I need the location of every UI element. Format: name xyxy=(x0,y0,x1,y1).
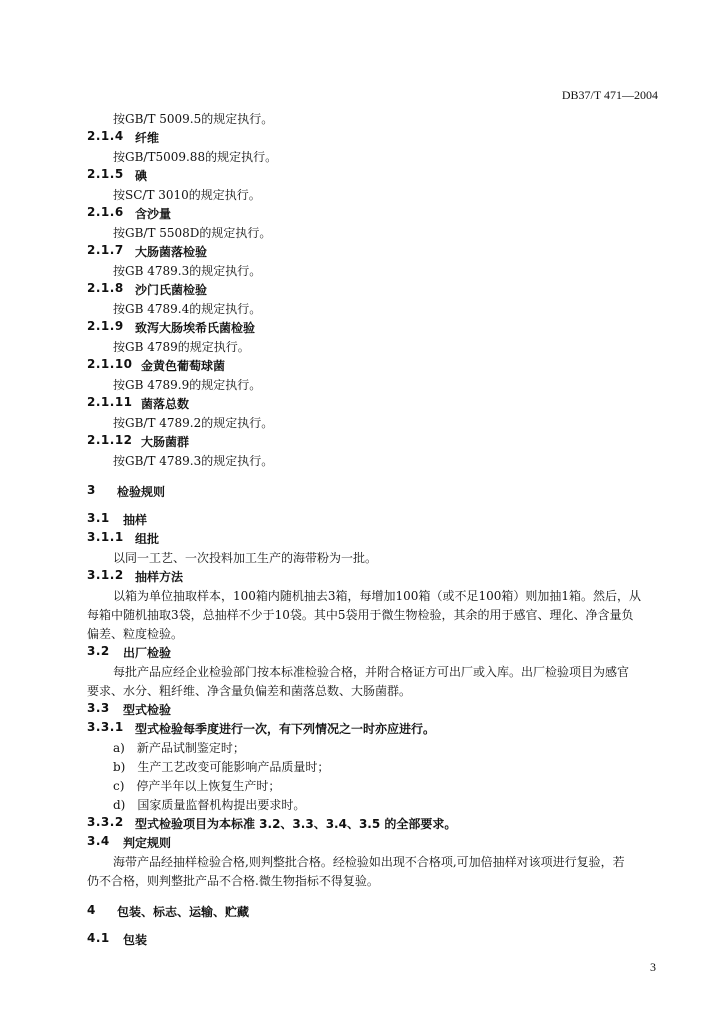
paragraph-line xyxy=(0,376,724,395)
section-number: 4.1 xyxy=(87,931,110,945)
section-title: 包装 xyxy=(123,933,148,947)
section-title: 大肠菌落检验 xyxy=(135,245,208,259)
section-number: 3 xyxy=(87,483,96,497)
section-number: 2.1.7 xyxy=(87,243,124,257)
line-text: 每批产品应经企业检验部门按本标准检验合格，并附合格证方可出厂或入库。出厂检验项目为感官 xyxy=(113,665,630,679)
line-text: 按GB/T 5009.5的规定执行。 xyxy=(113,112,274,126)
section-title: 致泻大肠埃希氏菌检验 xyxy=(135,321,256,335)
section-number: 2.1.10 xyxy=(87,357,133,371)
section-title: 型式检验项目为本标准 3.2、3.3、3.4、3.5 的全部要求。 xyxy=(135,817,457,831)
line-text: 以箱为单位抽取样本，100箱内随机抽去3箱，每增加100箱（或不足100箱）则加抽1箱。然后，从 xyxy=(113,589,641,603)
line-text: 偏差、粒度检验。 xyxy=(87,627,184,641)
section-number: 2.1.11 xyxy=(87,395,133,409)
section-title: 沙门氏菌检验 xyxy=(135,283,208,297)
line-text: 按GB 4789.9的规定执行。 xyxy=(113,378,262,392)
paragraph-line xyxy=(0,110,724,129)
section-title: 出厂检验 xyxy=(123,646,172,660)
section-number: 3.3.1 xyxy=(87,720,124,734)
paragraph-line xyxy=(0,682,724,701)
paragraph-line xyxy=(0,549,724,568)
paragraph-line xyxy=(0,452,724,471)
section-heading xyxy=(0,644,724,663)
paragraph-line xyxy=(0,224,724,243)
line-text: 按GB 4789.3的规定执行。 xyxy=(113,264,262,278)
list-item xyxy=(0,796,724,815)
section-title: 含沙量 xyxy=(135,207,172,221)
section-heading xyxy=(0,931,724,950)
section-title: 碘 xyxy=(135,169,148,183)
section-title: 组批 xyxy=(135,532,160,546)
section-number: 3.1.1 xyxy=(87,530,124,544)
section-title: 金黄色葡萄球菌 xyxy=(141,359,226,373)
line-text: 按GB/T 4789.2的规定执行。 xyxy=(113,416,274,430)
section-heading xyxy=(0,129,724,148)
section-heading xyxy=(0,511,724,530)
list-item xyxy=(0,739,724,758)
section-number: 3.1.2 xyxy=(87,568,124,582)
section-title: 抽样方法 xyxy=(135,570,184,584)
section-heading xyxy=(0,834,724,853)
section-number: 3.3.2 xyxy=(87,815,124,829)
section-number: 2.1.12 xyxy=(87,433,133,447)
section-heading xyxy=(0,243,724,262)
section-title: 检验规则 xyxy=(117,485,166,499)
section-number: 3.1 xyxy=(87,511,110,525)
section-title: 大肠菌群 xyxy=(141,435,190,449)
line-text: 按GB/T 4789.3的规定执行。 xyxy=(113,454,274,468)
section-number: 2.1.9 xyxy=(87,319,124,333)
section-heading xyxy=(0,205,724,224)
section-title: 纤维 xyxy=(135,131,160,145)
paragraph-line xyxy=(0,262,724,281)
paragraph-line xyxy=(0,606,724,625)
paragraph-line xyxy=(0,338,724,357)
line-text: 按GB 4789.4的规定执行。 xyxy=(113,302,262,316)
section-heading xyxy=(0,720,724,739)
line-text: 按SC/T 3010的规定执行。 xyxy=(113,188,261,202)
paragraph-line xyxy=(0,872,724,891)
paragraph-line xyxy=(0,300,724,319)
line-text: c) 停产半年以上恢复生产时； xyxy=(113,779,281,793)
section-number: 3.2 xyxy=(87,644,110,658)
section-number: 2.1.4 xyxy=(87,129,124,143)
page-number: 3 xyxy=(650,960,656,974)
section-title: 型式检验 xyxy=(123,703,172,717)
section-heading xyxy=(0,167,724,186)
paragraph-line xyxy=(0,414,724,433)
section-heading xyxy=(0,433,724,452)
section-heading xyxy=(0,319,724,338)
list-item xyxy=(0,758,724,777)
section-number: 2.1.5 xyxy=(87,167,124,181)
section-number: 4 xyxy=(87,903,96,917)
line-text: 要求、水分、粗纤维、净含量负偏差和菌落总数、大肠菌群。 xyxy=(87,684,412,698)
section-number: 3.4 xyxy=(87,834,110,848)
section-heading xyxy=(0,568,724,587)
section-number: 2.1.6 xyxy=(87,205,124,219)
section-heading xyxy=(0,903,724,922)
paragraph-line xyxy=(0,186,724,205)
paragraph-line xyxy=(0,663,724,682)
line-text: 每箱中随机抽取3袋，总抽样不少于10袋。其中5袋用于微生物检验，其余的用于感官、理化、净含量负 xyxy=(87,608,634,622)
section-title: 菌落总数 xyxy=(141,397,190,411)
line-text: b) 生产工艺改变可能影响产品质量时； xyxy=(113,760,330,774)
section-heading xyxy=(0,483,724,502)
section-title: 判定规则 xyxy=(123,836,172,850)
section-number: 2.1.8 xyxy=(87,281,124,295)
section-heading xyxy=(0,701,724,720)
section-title: 型式检验每季度进行一次，有下列情况之一时亦应进行。 xyxy=(135,722,436,736)
section-heading xyxy=(0,357,724,376)
paragraph-line xyxy=(0,148,724,167)
section-title: 抽样 xyxy=(123,513,148,527)
section-heading xyxy=(0,281,724,300)
line-text: 按GB/T5009.88的规定执行。 xyxy=(113,150,278,164)
paragraph-line xyxy=(0,853,724,872)
section-heading xyxy=(0,530,724,549)
line-text: a) 新产品试制鉴定时； xyxy=(113,741,245,755)
line-text: 按GB/T 5508D的规定执行。 xyxy=(113,226,272,240)
paragraph-line xyxy=(0,587,724,606)
line-text: 以同一工艺、一次投料加工生产的海带粉为一批。 xyxy=(113,551,378,565)
paragraph-line xyxy=(0,625,724,644)
section-heading xyxy=(0,815,724,834)
line-text: 仍不合格，则判整批产品不合格.微生物指标不得复验。 xyxy=(87,874,379,888)
line-text: d) 国家质量监督机构提出要求时。 xyxy=(113,798,306,812)
document-code: DB37/T 471—2004 xyxy=(561,88,658,102)
line-text: 按GB 4789的规定执行。 xyxy=(113,340,250,354)
line-text: 海带产品经抽样检验合格,则判整批合格。经检验如出现不合格项,可加倍抽样对该项进行复验，若 xyxy=(113,855,625,869)
list-item xyxy=(0,777,724,796)
section-title: 包装、标志、运输、贮藏 xyxy=(117,905,250,919)
section-heading xyxy=(0,395,724,414)
section-number: 3.3 xyxy=(87,701,110,715)
